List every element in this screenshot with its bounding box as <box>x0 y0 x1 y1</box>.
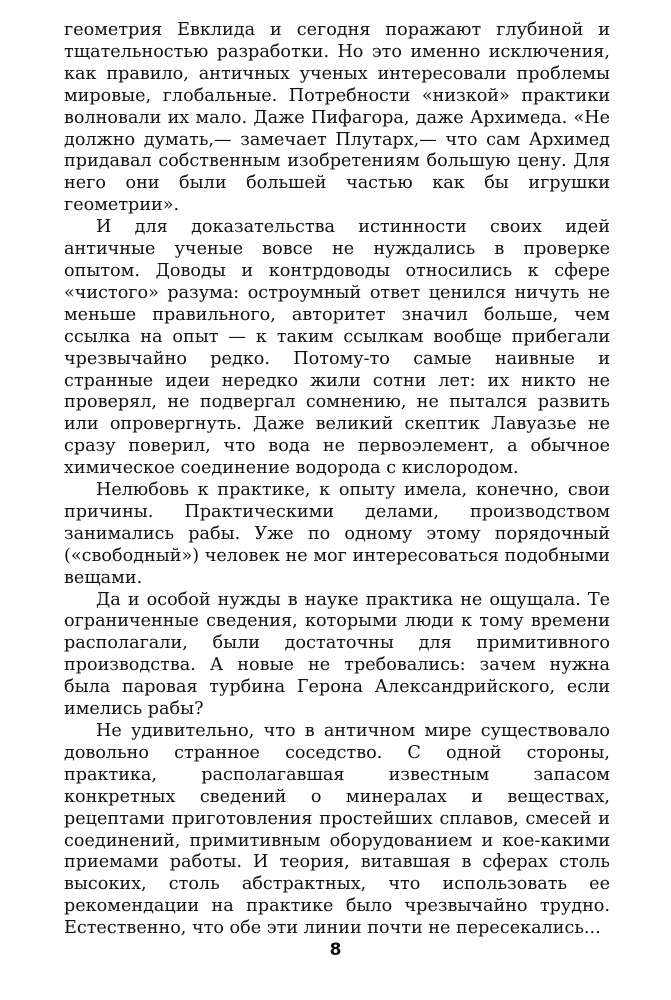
page-number: 8 <box>329 940 342 960</box>
paragraph: Нелюбовь к практике, к опыту имела, конечно, свои причины. Практическими делами, производством занимались рабы. Уже по одному этому порядочный («свободный») человек не мог интересоваться подобными вещами. <box>64 480 610 588</box>
paragraph-continued: геометрия Евклида и сегодня поражают глубиной и тщательностью разработки. Но это именно исключения, как правило, античных ученых интересовали проблемы мировые, глобальные. Потребности «низкой» практики волновали их мало. Даже Пифагора, даже Архимеда. «Не должно думать,— замечает Плутарх,— что сам Архимед придавал собственным изобретениям большую цену. Для него они были большей частью как бы игрушки геометрии». <box>64 20 610 216</box>
paragraph: И для доказательства истинности своих идей античные ученые вовсе не нуждались в проверке опытом. Доводы и контрдоводы относились к сфере «чистого» разума: остроумный ответ ценился ничуть не меньше правильного, авторитет значил больше, чем ссылка на опыт — к таким ссылкам вообще прибегали чрезвычайно редко. Потому-то самые наивные и странные идеи нередко жили сотни лет: их никто не проверял, не подвергал сомнению, не пытался развить или опровергнуть. Даже великий скептик Лавуазье не сразу поверил, что вода не первоэлемент, а обычное химическое соединение водорода с кислородом. <box>64 217 610 479</box>
paragraph: Да и особой нужды в науке практика не ощущала. Те ограниченные сведения, которыми люди к тому времени располагали, были достаточны для примитивного производства. А новые не требовались: зачем нужна была паровая турбина Герона Александрийского, если имелись рабы? <box>64 589 610 720</box>
page-body <box>64 20 610 940</box>
paragraph: Не удивительно, что в античном мире существовало довольно странное соседство. С одной стороны, практика, располагавшая известным запасом конкретных сведений о минералах и веществах, рецептами приготовления простейших сплавов, смесей и соединений, примитивным оборудованием и кое-какими приемами работы. И теория, витавшая в сферах столь высоких, столь абстрактных, что использовать ее рекомендации на практике было чрезвычайно трудно. Естественно, что обе эти линии почти не пересекались... <box>64 721 610 939</box>
